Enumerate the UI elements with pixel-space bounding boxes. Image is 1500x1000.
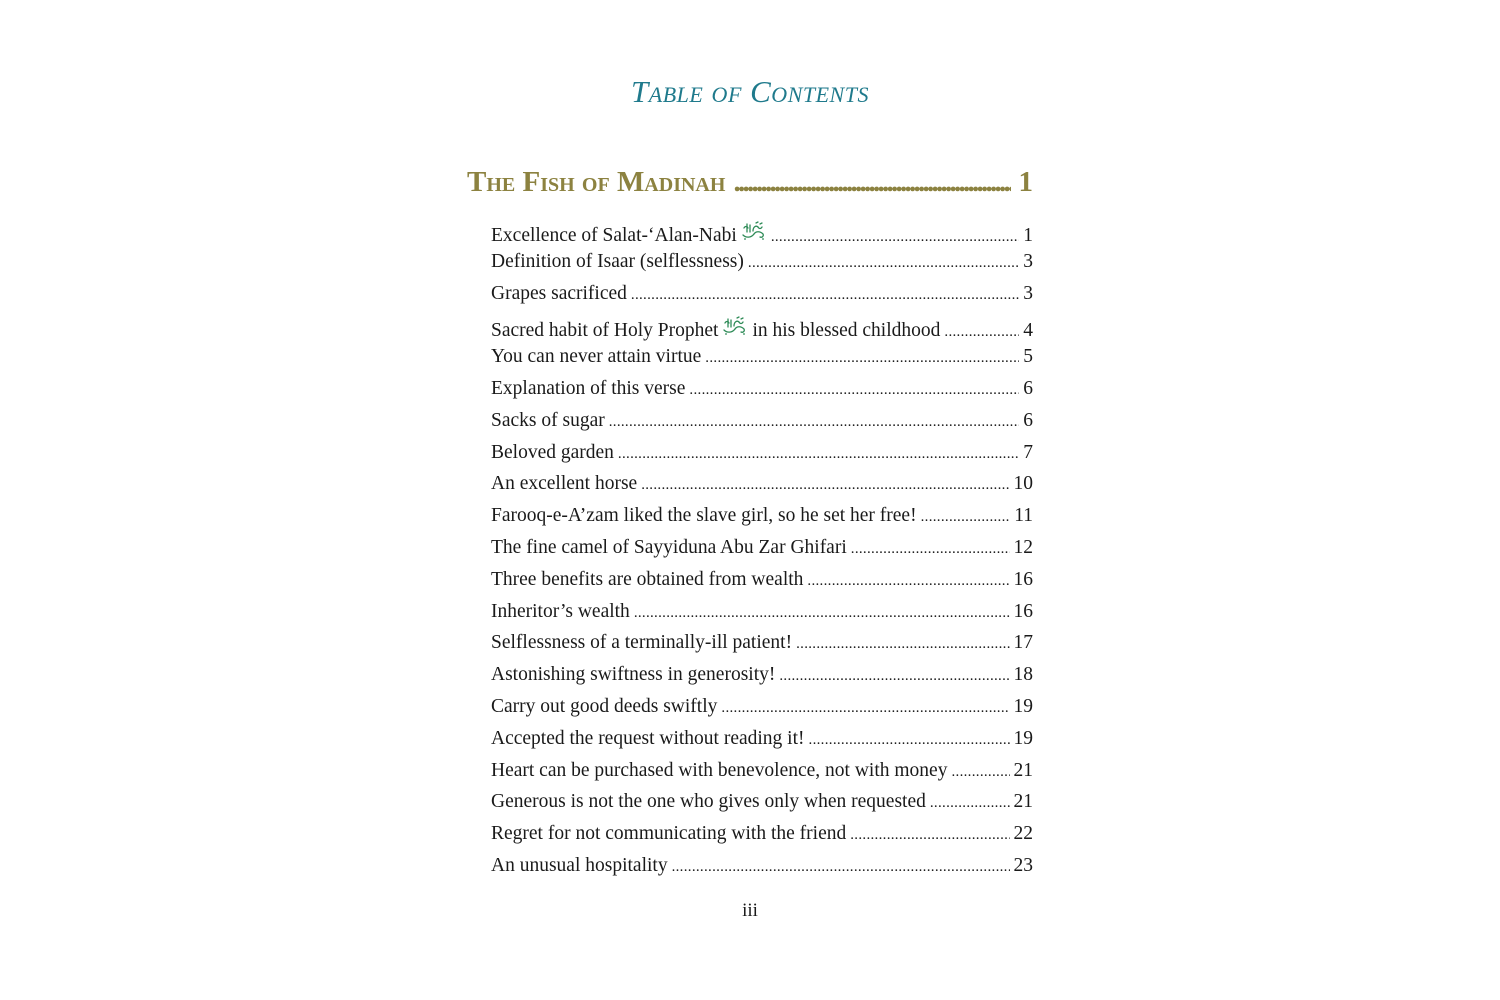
toc-entry-title: Inheritor’s wealth — [491, 600, 630, 622]
toc-page-number: 1 — [1023, 225, 1033, 246]
toc-entry-label — [491, 314, 940, 342]
toc-entry-label — [491, 505, 917, 527]
chapter-heading[interactable] — [467, 166, 1033, 206]
toc-entry[interactable] — [491, 696, 1033, 728]
toc-entry-title: Accepted the request without reading it! — [491, 727, 805, 749]
toc-leader-dots — [641, 477, 1009, 494]
toc-entry[interactable] — [491, 219, 1033, 251]
toc-entry-label — [491, 791, 926, 813]
toc-entry[interactable] — [491, 823, 1033, 855]
toc-entry-title: An unusual hospitality — [491, 854, 668, 876]
toc-entry-title: Grapes sacrificed — [491, 282, 627, 304]
toc-page-number: 12 — [1013, 536, 1033, 558]
toc-entry[interactable] — [491, 410, 1033, 442]
toc-page-number: 3 — [1023, 282, 1033, 304]
toc-entry-label — [491, 632, 792, 654]
toc-entry-title: Sacks of sugar — [491, 409, 605, 431]
toc-entry-label — [491, 601, 630, 623]
toc-page-number: 21 — [1013, 791, 1033, 813]
toc-entry[interactable] — [491, 664, 1033, 696]
toc-entry-title: Beloved garden — [491, 441, 614, 463]
toc-entry-title: The fine camel of Sayyiduna Abu Zar Ghifari — [491, 536, 847, 558]
toc-page-number: 16 — [1013, 600, 1033, 622]
toc-entry[interactable] — [491, 728, 1033, 760]
toc-leader-dots — [672, 859, 1010, 876]
toc-entry[interactable] — [491, 251, 1033, 283]
toc-page-number: 19 — [1013, 727, 1033, 749]
toc-entry-label — [491, 346, 701, 368]
toc-page-number: 22 — [1013, 823, 1033, 845]
toc-entry-label — [491, 760, 947, 782]
toc-leader-dots — [951, 764, 1009, 781]
toc-leader-dots — [634, 605, 1010, 622]
toc-page-number: 16 — [1013, 568, 1033, 590]
toc-entry-label — [491, 219, 767, 247]
toc-entry-title: You can never attain virtue — [491, 346, 702, 368]
salawat-calligraphy-icon — [741, 219, 767, 241]
toc-leader-dots — [771, 229, 1019, 246]
chapter-page-number: 1 — [1018, 166, 1033, 198]
toc-entry-label — [491, 473, 637, 495]
toc-leader-dots — [944, 324, 1019, 341]
toc-entry[interactable] — [491, 283, 1033, 315]
page-title: Table of Contents — [631, 74, 869, 109]
toc-entry-title: Excellence of Salat-‘Alan-Nabi — [491, 225, 737, 246]
toc-entry[interactable] — [491, 442, 1033, 474]
toc-leader-dots — [807, 573, 1009, 590]
toc-entry-label — [491, 728, 805, 750]
toc-entry-label — [491, 696, 717, 718]
toc-entry[interactable] — [491, 632, 1033, 664]
toc-entry-title: Regret for not communicating with the friend — [491, 823, 847, 845]
toc-entry-title: Farooq-e-A’zam liked the slave girl, so he set her free! — [491, 505, 917, 527]
toc-entry-title: An excellent horse — [491, 473, 638, 495]
toc-entry-label — [491, 378, 685, 400]
toc-entry-label — [491, 664, 775, 686]
toc-entry[interactable] — [491, 473, 1033, 505]
toc-leader-dots — [851, 541, 1010, 558]
toc-entry-label — [491, 569, 803, 591]
chapter-leader-dots — [733, 166, 1010, 199]
toc-leader-dots — [930, 795, 1010, 812]
toc-page-number: 21 — [1013, 759, 1033, 781]
toc-page-number: 6 — [1023, 409, 1033, 431]
toc-page-number: 18 — [1013, 664, 1033, 686]
toc-page-number: 19 — [1013, 695, 1033, 717]
toc-page-number: 6 — [1023, 377, 1033, 399]
toc-leader-dots — [631, 287, 1019, 304]
toc-page-number: 7 — [1023, 441, 1033, 463]
toc-leader-dots — [748, 255, 1019, 272]
toc-entry-label — [491, 283, 627, 305]
toc-entry[interactable] — [491, 505, 1033, 537]
toc-leader-dots — [779, 668, 1009, 685]
toc-leader-dots — [809, 732, 1010, 749]
toc-page-number: 10 — [1013, 473, 1033, 495]
toc-entry[interactable] — [491, 855, 1033, 887]
toc-entry-title: Three benefits are obtained from wealth — [491, 568, 804, 590]
toc-entry-label — [491, 823, 846, 845]
toc-entry-label — [491, 251, 744, 273]
toc-entry[interactable] — [491, 569, 1033, 601]
toc-entry[interactable] — [491, 314, 1033, 346]
toc-entry-title: Sacred habit of Holy Prophet — [491, 320, 719, 342]
toc-entry[interactable] — [491, 537, 1033, 569]
toc-leader-dots — [705, 350, 1019, 367]
salawat-calligraphy-icon — [722, 314, 748, 336]
toc-page-number: 17 — [1013, 632, 1033, 654]
toc-entry-title: Definition of Isaar (selflessness) — [491, 250, 744, 272]
toc-page-number: 23 — [1013, 854, 1033, 876]
toc-page-number: 3 — [1023, 250, 1033, 272]
toc-entry[interactable] — [491, 760, 1033, 792]
toc-entry[interactable] — [491, 378, 1033, 410]
toc-entry[interactable] — [491, 346, 1033, 378]
page-folio: iii — [742, 900, 758, 921]
toc-leader-dots — [921, 509, 1011, 526]
toc-entry-title: Carry out good deeds swiftly — [491, 695, 718, 717]
toc-entry-title: Astonishing swiftness in generosity! — [491, 664, 776, 686]
toc-entries — [491, 219, 1033, 887]
toc-entry-label — [491, 855, 668, 877]
toc-page-number: 11 — [1014, 505, 1033, 527]
toc-entry-title: Generous is not the one who gives only when requested — [491, 791, 926, 813]
toc-leader-dots — [689, 382, 1019, 399]
toc-entry-title: Selflessness of a terminally-ill patient! — [491, 632, 793, 654]
toc-entry-label — [491, 442, 614, 464]
toc-leader-dots — [618, 446, 1019, 463]
chapter-title: The Fish of Madinah — [467, 166, 726, 198]
toc-page-number: 5 — [1023, 346, 1033, 368]
toc-entry-title-continued: in his blessed childhood — [752, 320, 941, 342]
toc-leader-dots — [721, 700, 1009, 717]
toc-page-number: 4 — [1023, 320, 1033, 342]
toc-entry-label — [491, 410, 605, 432]
toc-leader-dots — [609, 414, 1020, 431]
toc-entry[interactable] — [491, 601, 1033, 633]
toc-entry-title: Explanation of this verse — [491, 377, 686, 399]
toc-leader-dots — [796, 636, 1009, 653]
toc-leader-dots — [850, 827, 1009, 844]
toc-entry-title: Heart can be purchased with benevolence, not with money — [491, 759, 948, 781]
toc-entry-label — [491, 537, 847, 559]
toc-entry[interactable] — [491, 791, 1033, 823]
